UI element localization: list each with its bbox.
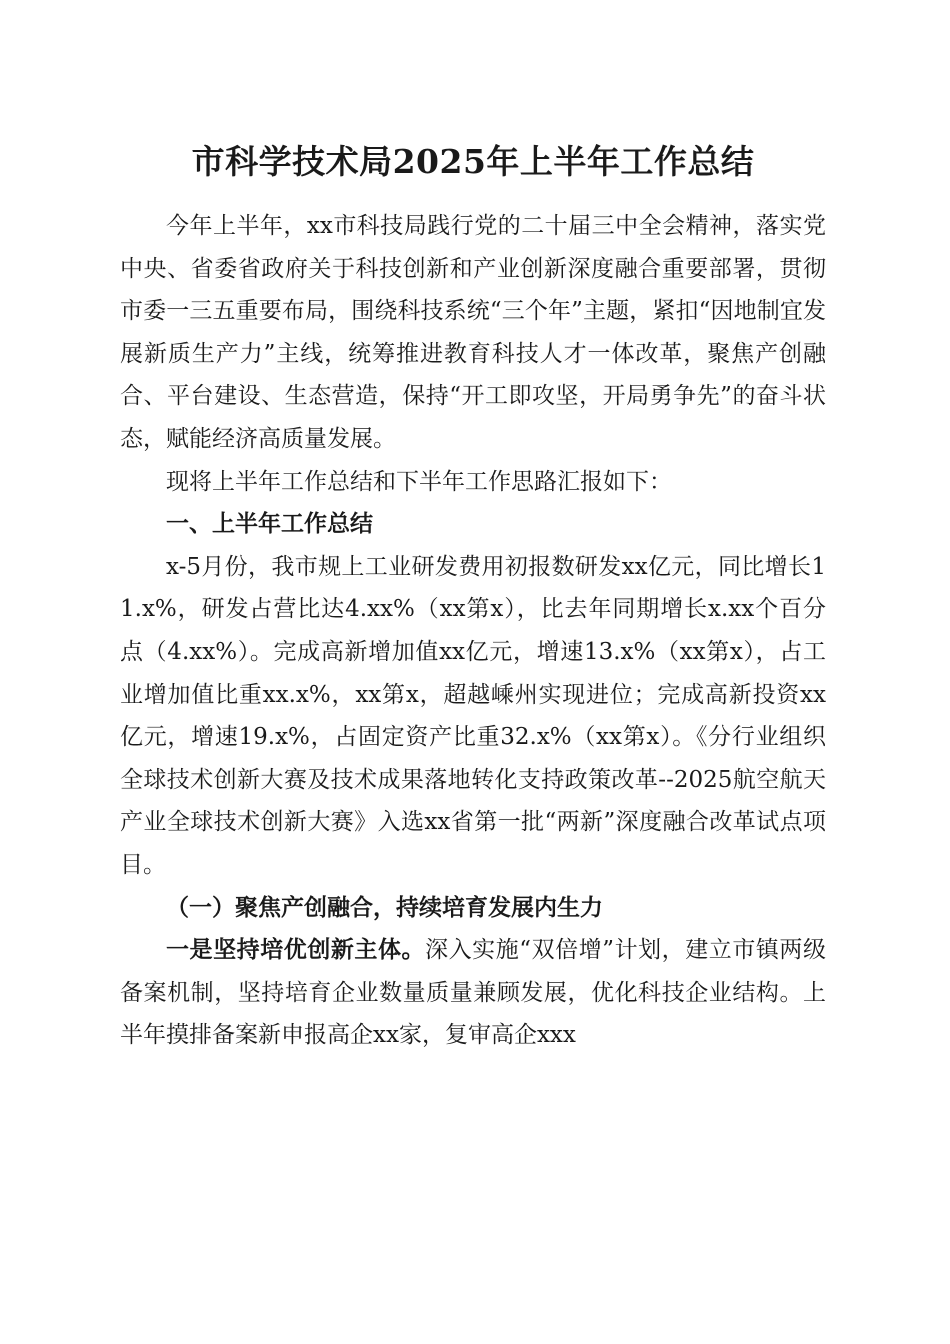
point-text: 深入实施“双倍增”计划，建立市镇两级备案机制，坚持培育企业数量质量兼顾发展，优化科技企业结构。上半年摸排备案新申报高企xx家，复审高企xxx: [120, 937, 826, 1049]
subsection-heading: （一）聚焦产创融合，持续培育发展内生力: [166, 894, 603, 921]
document-body: [120, 205, 826, 1057]
report-line: 现将上半年工作总结和下半年工作思路汇报如下：: [166, 468, 672, 495]
section-paragraph: x-5月份，我市规上工业研发费用初报数研发xx亿元，同比增长11.x%，研发占营比达4.xx%（xx第x），比去年同期增长x.xx个百分点（4.xx%）。完成高新增加值xx亿元，增速13.x%（xx第x），占工业增加值比重xx.x%，xx第x，超越嵊州实现进位；完成高新投资xx亿元，增速19.x%，占固定资产比重32.x%（xx第x）。《分行业组织全球技术创新大赛及技术成果落地转化支持政策改革--2025航空航天产业全球技术创新大赛》入选xx省第一批“两新”深度融合改革试点项目。: [120, 553, 826, 878]
point-lead: 一是坚持培优创新主体。: [166, 937, 426, 964]
document-title: 市科学技术局2025年上半年工作总结: [191, 142, 755, 181]
section-heading: 一、上半年工作总结: [166, 511, 373, 538]
intro-paragraph: 今年上半年，xx市科技局践行党的二十届三中全会精神，落实党中央、省委省政府关于科技创新和产业创新深度融合重要部署，贯彻市委一三五重要布局，围绕科技系统“三个年”主题，紧扣“因地制宜发展新质生产力”主线，统筹推进教育科技人才一体改革，聚焦产创融合、平台建设、生态营造，保持“开工即攻坚，开局勇争先”的奋斗状态，赋能经济高质量发展。: [120, 213, 826, 452]
point-paragraph: [120, 929, 826, 1057]
